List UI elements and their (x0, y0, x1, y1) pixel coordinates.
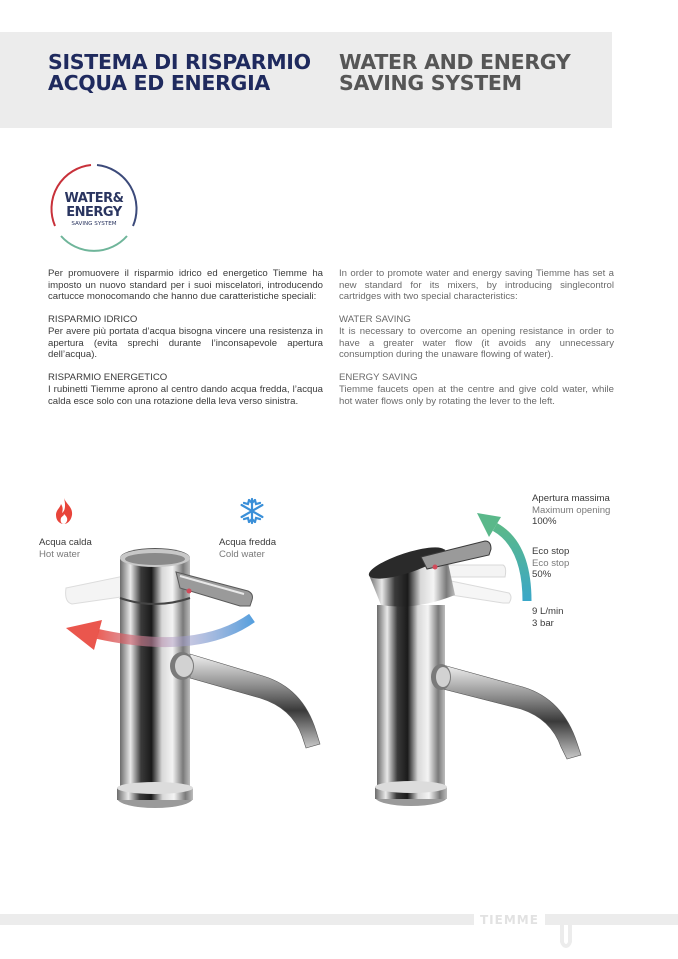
label-max-opening-value: 100% (532, 516, 557, 528)
intro-italian: Per promuovere il risparmio idrico ed energetico Tiemme ha imposto un nuovo standard per i suoi miscelatori, introducendo cartucce monocomando che hanno due caratteristiche speciali: (48, 268, 323, 303)
intro-english: In order to promote water and energy saving Tiemme has set a new standard for its mixers, by introducing singlecontrol cartridges with two special characteristics: (339, 268, 614, 303)
heading-risparmio-energetico: RISPARMIO ENERGETICO (48, 372, 168, 384)
logo-line2: ENERGY (66, 205, 122, 220)
section-water-saving-english (339, 314, 614, 360)
logo-line3: SAVING SYSTEM (71, 221, 117, 227)
water-energy-logo (47, 162, 141, 256)
label-max-opening-it: Apertura massima (532, 493, 610, 504)
text-column-italian (48, 268, 323, 419)
label-eco-stop-en: Eco stop (532, 557, 570, 569)
heading-risparmio-idrico: RISPARMIO IDRICO (48, 314, 138, 326)
title-italian-line1: SISTEMA DI RISPARMIO (48, 50, 311, 74)
text-column-english (339, 268, 614, 419)
header-band (0, 32, 612, 128)
label-hot-water-en: Hot water (39, 548, 81, 560)
logo-arc-green (61, 236, 127, 251)
title-italian-line2: ACQUA ED ENERGIA (48, 71, 270, 95)
label-max-opening (532, 493, 610, 528)
section-water-saving-italian (48, 314, 323, 360)
footer-brand: TIEMME (474, 912, 545, 928)
title-english (339, 52, 570, 94)
title-english-line2: SAVING SYSTEM (339, 71, 522, 95)
heading-energy-saving: ENERGY SAVING (339, 372, 418, 384)
flame-icon (53, 497, 75, 525)
label-hot-water-it: Acqua calda (39, 537, 92, 548)
label-flow-rate: 9 L/min (532, 606, 564, 617)
logo-line1: WATER& (64, 191, 124, 206)
body-water-saving: It is necessary to overcome an opening resistance in order to have a greater water flow (it avoids any unnecessary consumption during the unaware flowing of water). (339, 325, 614, 361)
label-eco-stop-it: Eco stop (532, 546, 570, 557)
label-max-opening-en: Maximum opening (532, 504, 611, 516)
faucet-image-rotation (58, 536, 328, 826)
body-risparmio-idrico: Per avere più portata d’acqua bisogna vincere una resistenza in apertura (evita sprechi durante l’inconsapevole apertura dell’acqua). (48, 325, 323, 361)
footer-drip-icon (552, 914, 580, 948)
title-english-line1: WATER AND ENERGY (339, 50, 571, 74)
label-eco-stop-value: 50% (532, 569, 552, 581)
label-flow-spec (532, 606, 563, 629)
snowflake-icon (238, 497, 266, 525)
section-energy-saving-english (339, 372, 614, 407)
label-cold-water-it: Acqua fredda (219, 537, 277, 548)
title-italian (48, 52, 311, 94)
body-risparmio-energetico: I rubinetti Tiemme aprono al centro dando acqua fredda, l’acqua calda esce solo con una rotazione della leva verso sinistra. (48, 383, 323, 407)
opening-arrow (495, 527, 527, 601)
label-cold-water-en: Cold water (219, 548, 265, 560)
heading-water-saving: WATER SAVING (339, 314, 411, 326)
label-eco-stop (532, 546, 569, 581)
label-pressure: 3 bar (532, 617, 554, 629)
section-energy-saving-italian (48, 372, 323, 407)
body-energy-saving: Tiemme faucets open at the centre and give cold water, while hot water flows only by rotating the lever to the left. (339, 383, 614, 407)
